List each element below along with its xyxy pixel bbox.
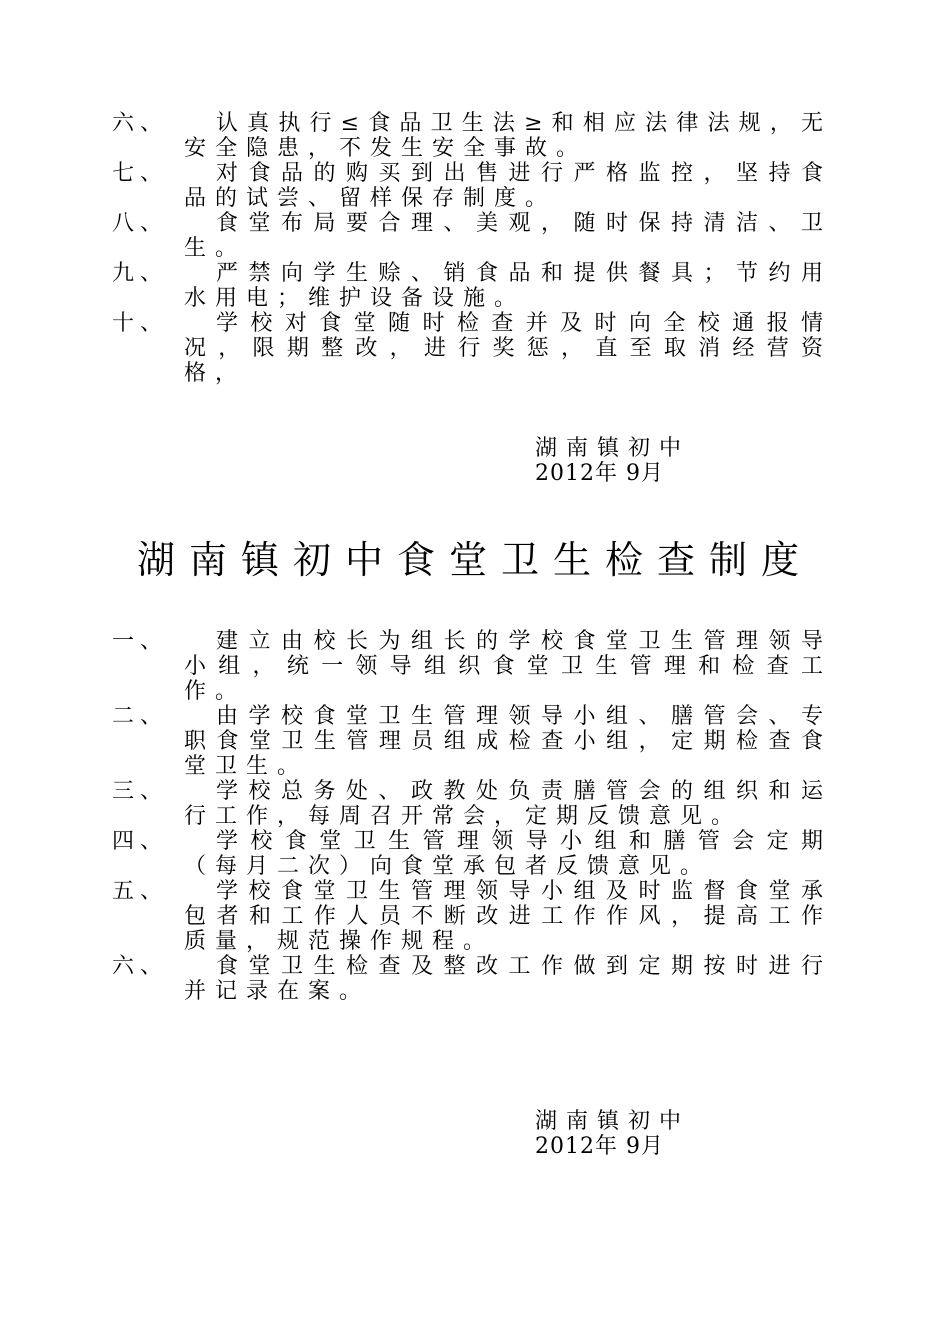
item-text: 学校食堂卫生管理领导小组和膳管会定期（每月二次）向食堂承包者反馈意见。 bbox=[184, 829, 832, 879]
item-number: 四、 bbox=[112, 829, 169, 854]
signature-name: 湖南镇初中 bbox=[535, 436, 691, 461]
list-item bbox=[112, 311, 832, 386]
rules-list-part2 bbox=[112, 629, 832, 1004]
item-number: 十、 bbox=[112, 311, 169, 336]
item-text: 学校总务处、政教处负责膳管会的组织和运行工作，每周召开常会，定期反馈意见。 bbox=[184, 779, 832, 829]
list-item bbox=[112, 879, 832, 954]
list-item bbox=[112, 161, 832, 211]
item-number: 一、 bbox=[112, 629, 169, 654]
signature-block bbox=[535, 1109, 690, 1159]
item-text: 食堂布局要合理、美观，随时保持清洁、卫生。 bbox=[184, 211, 832, 261]
signature-block bbox=[535, 436, 690, 486]
item-number: 二、 bbox=[112, 704, 169, 729]
item-text: 严禁向学生赊、销食品和提供餐具；节约用水用电；维护设备设施。 bbox=[184, 261, 832, 311]
list-item bbox=[112, 829, 832, 879]
page-title: 湖南镇初中食堂卫生检查制度 bbox=[136, 538, 813, 582]
item-number: 七、 bbox=[112, 161, 169, 186]
item-text: 认真执行≤食品卫生法≥和相应法律法规，无安全隐患，不发生安全事故。 bbox=[184, 111, 832, 161]
item-number: 八、 bbox=[112, 211, 169, 236]
item-number: 六、 bbox=[112, 954, 169, 979]
item-text: 对食品的购买到出售进行严格监控，坚持食品的试尝、留样保存制度。 bbox=[184, 161, 832, 211]
rules-list-part1 bbox=[112, 111, 832, 386]
item-number: 六、 bbox=[112, 111, 169, 136]
item-text: 由学校食堂卫生管理领导小组、膳管会、专职食堂卫生管理员组成检查小组，定期检查食堂卫生。 bbox=[184, 704, 832, 779]
list-item bbox=[112, 779, 832, 829]
item-number: 三、 bbox=[112, 779, 169, 804]
list-item bbox=[112, 261, 832, 311]
list-item bbox=[112, 954, 832, 1004]
item-text: 建立由校长为组长的学校食堂卫生管理领导小组，统一领导组织食堂卫生管理和检查工作。 bbox=[184, 629, 832, 704]
signature-date: 2012年 9月 bbox=[535, 1134, 664, 1159]
item-number: 五、 bbox=[112, 879, 169, 904]
signature-date: 2012年 9月 bbox=[535, 461, 664, 486]
item-text: 学校对食堂随时检查并及时向全校通报情况，限期整改，进行奖惩，直至取消经营资格， bbox=[184, 311, 832, 386]
list-item bbox=[112, 211, 832, 261]
list-item bbox=[112, 629, 832, 704]
signature-name: 湖南镇初中 bbox=[535, 1109, 691, 1134]
item-number: 九、 bbox=[112, 261, 169, 286]
list-item bbox=[112, 111, 832, 161]
item-text: 食堂卫生检查及整改工作做到定期按时进行并记录在案。 bbox=[184, 954, 832, 1004]
list-item bbox=[112, 704, 832, 779]
item-text: 学校食堂卫生管理领导小组及时监督食堂承包者和工作人员不断改进工作作风，提高工作质量，规范操作规程。 bbox=[184, 879, 832, 954]
